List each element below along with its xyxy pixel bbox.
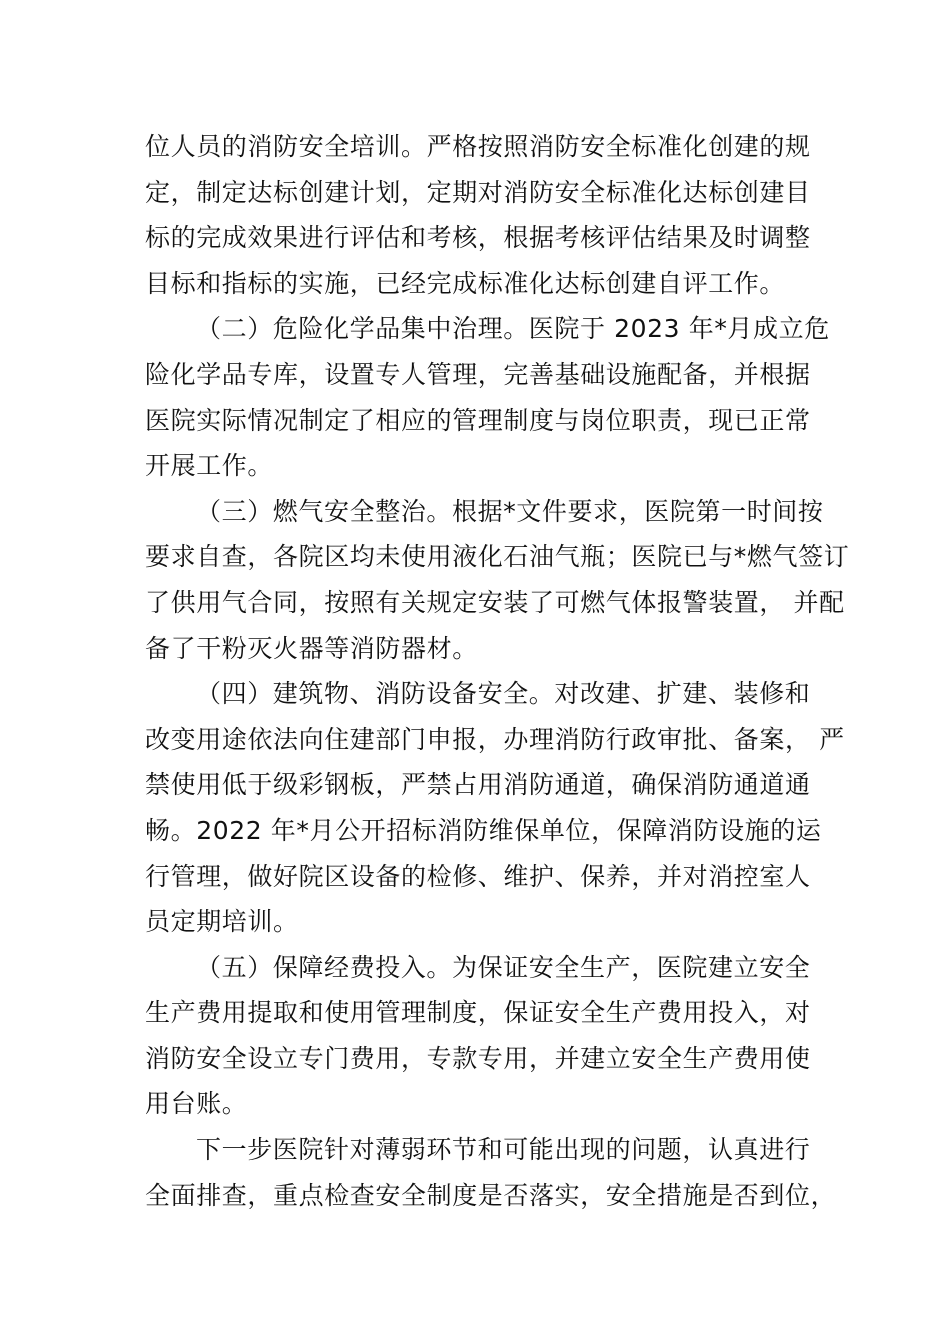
text-line: （五）保障经费投入。为保证安全生产，医院建立安全 [196, 952, 811, 982]
text-line: 禁使用低于级彩钢板，严禁占用消防通道，确保消防通道通 [145, 770, 811, 800]
text-line: （四）建筑物、消防设备安全。对改建、扩建、装修和 [196, 679, 811, 709]
text-line: 行管理，做好院区设备的检修、维护、保养，并对消控室人 [145, 861, 811, 891]
text-line: 了供用气合同，按照有关规定安装了可燃气体报警装置， 并配 [145, 587, 845, 617]
text-line: 消防安全设立专门费用，专款专用，并建立安全生产费用使 [145, 1043, 811, 1073]
text-line: 备了干粉灭火器等消防器材。 [145, 633, 478, 663]
text-line: （二）危险化学品集中治理。医院于 2023 年*月成立危 [196, 314, 830, 344]
text-line: 开展工作。 [145, 451, 274, 481]
text-line: 险化学品专库，设置专人管理，完善基础设施配备，并根据 [145, 359, 811, 389]
document-body [145, 124, 850, 1218]
text-line: 员定期培训。 [145, 907, 299, 937]
text-line: （三）燃气安全整治。根据*文件要求，医院第一时间按 [196, 496, 824, 526]
text-line: 用台账。 [145, 1089, 248, 1119]
text-line: 标的完成效果进行评估和考核，根据考核评估结果及时调整 [145, 223, 811, 253]
text-line: 下一步医院针对薄弱环节和可能出现的问题，认真进行 [196, 1135, 811, 1165]
text-line: 改变用途依法向住建部门申报，办理消防行政审批、备案， 严 [145, 724, 845, 754]
text-line: 目标和指标的实施，已经完成标准化达标创建自评工作。 [145, 268, 786, 298]
text-line: 全面排查，重点检查安全制度是否落实，安全措施是否到位， [145, 1180, 837, 1210]
text-line: 生产费用提取和使用管理制度，保证安全生产费用投入，对 [145, 998, 811, 1028]
text-line: 畅。2022 年*月公开招标消防维保单位，保障消防设施的运 [145, 815, 822, 845]
text-line: 医院实际情况制定了相应的管理制度与岗位职责，现已正常 [145, 405, 811, 435]
text-line: 要求自查，各院区均未使用液化石油气瓶；医院已与*燃气签订 [145, 542, 850, 572]
text-line: 位人员的消防安全培训。严格按照消防安全标准化创建的规 [145, 132, 811, 161]
text-line: 定，制定达标创建计划，定期对消防安全标准化达标创建目 [145, 177, 811, 207]
